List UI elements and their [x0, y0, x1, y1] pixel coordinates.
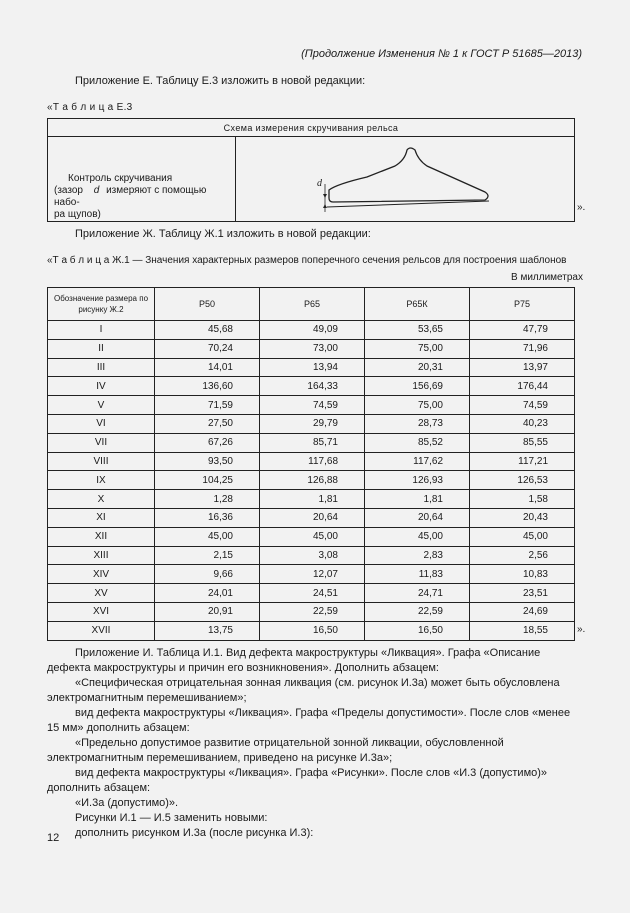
row-value-cell: 20,43 — [470, 508, 575, 527]
row-value-cell: 20,64 — [260, 508, 365, 527]
row-value-cell: 27,50 — [155, 414, 260, 433]
appendix-zh-intro: Приложение Ж. Таблицу Ж.1 изложить в новой редакции: — [75, 228, 371, 240]
row-dimension-cell: XVI — [48, 602, 155, 621]
table-row — [48, 602, 575, 621]
appendix-i-p2: «Специфическая отрицательная зонная ликвация (см. рисунок И.3а) может быть обусловлена электромагнитным перемешиванием»; — [47, 677, 560, 704]
header-p50: Р50 — [155, 288, 260, 321]
row-value-cell: 71,96 — [470, 339, 575, 358]
rail-twist-diagram — [237, 140, 573, 218]
row-text-line2a: (зазор — [54, 185, 83, 196]
row-value-cell: 45,68 — [155, 321, 260, 340]
header-p75: Р75 — [470, 288, 575, 321]
header-p65k: Р65К — [365, 288, 470, 321]
row-value-cell: 13,94 — [260, 358, 365, 377]
table-e3-closing: ». — [577, 202, 586, 213]
row-dimension-cell: XII — [48, 527, 155, 546]
row-dimension-cell: X — [48, 490, 155, 509]
row-dimension-cell: II — [48, 339, 155, 358]
row-value-cell: 2,83 — [365, 546, 470, 565]
table-zh1-closing: ». — [577, 624, 586, 635]
table-row — [48, 321, 575, 340]
table-row — [48, 490, 575, 509]
header-note: (Продолжение Изменения № 1 к ГОСТ Р 51685—2013) — [301, 48, 582, 60]
row-dimension-cell: XV — [48, 584, 155, 603]
row-dimension-cell: III — [48, 358, 155, 377]
row-dimension-cell: V — [48, 396, 155, 415]
table-zh1-units: В миллиметрах — [511, 272, 583, 283]
row-dimension-cell: XVII — [48, 621, 155, 640]
table-row — [48, 358, 575, 377]
row-value-cell: 13,75 — [155, 621, 260, 640]
row-value-cell: 117,21 — [470, 452, 575, 471]
row-value-cell: 53,65 — [365, 321, 470, 340]
row-dimension-cell: VII — [48, 433, 155, 452]
row-value-cell: 1,58 — [470, 490, 575, 509]
row-value-cell: 73,00 — [260, 339, 365, 358]
row-value-cell: 164,33 — [260, 377, 365, 396]
row-value-cell: 20,91 — [155, 602, 260, 621]
table-e3 — [47, 118, 575, 222]
row-value-cell: 126,53 — [470, 471, 575, 490]
row-value-cell: 29,79 — [260, 414, 365, 433]
row-value-cell: 22,59 — [260, 602, 365, 621]
row-value-cell: 12,07 — [260, 565, 365, 584]
row-value-cell: 85,52 — [365, 433, 470, 452]
appendix-i-p8: дополнить рисунком И.3а (после рисунка И.3): — [75, 827, 314, 839]
row-value-cell: 47,79 — [470, 321, 575, 340]
appendix-i-p3: вид дефекта макроструктуры «Ликвация». Графа «Пределы допустимости». После слов «менее 15 мм» дополнить абзацем: — [47, 707, 571, 734]
row-dimension-cell: IX — [48, 471, 155, 490]
row-value-cell: 126,93 — [365, 471, 470, 490]
row-value-cell: 13,97 — [470, 358, 575, 377]
row-value-cell: 9,66 — [155, 565, 260, 584]
table-zh1 — [47, 287, 575, 641]
row-value-cell: 75,00 — [365, 339, 470, 358]
row-value-cell: 3,08 — [260, 546, 365, 565]
table-row — [48, 377, 575, 396]
row-value-cell: 20,64 — [365, 508, 470, 527]
row-value-cell: 156,69 — [365, 377, 470, 396]
table-e3-row-text — [48, 137, 236, 222]
row-value-cell: 85,71 — [260, 433, 365, 452]
row-value-cell: 1,81 — [260, 490, 365, 509]
row-value-cell: 16,50 — [260, 621, 365, 640]
row-dimension-cell: VI — [48, 414, 155, 433]
table-row — [48, 414, 575, 433]
table-row — [48, 433, 575, 452]
row-value-cell: 14,01 — [155, 358, 260, 377]
row-text-line2b: d — [93, 185, 100, 196]
table-row — [48, 508, 575, 527]
table-row — [48, 565, 575, 584]
row-value-cell: 24,01 — [155, 584, 260, 603]
table-row — [48, 339, 575, 358]
table-row — [48, 452, 575, 471]
row-dimension-cell: XIII — [48, 546, 155, 565]
row-value-cell: 45,00 — [365, 527, 470, 546]
table-row — [48, 527, 575, 546]
row-value-cell: 75,00 — [365, 396, 470, 415]
row-value-cell: 20,31 — [365, 358, 470, 377]
row-value-cell: 176,44 — [470, 377, 575, 396]
appendix-i-p1: Приложение И. Таблица И.1. Вид дефекта макроструктуры «Ликвация». Графа «Описание дефекта макроструктуры и причин его возникновения». Дополнить абзацем: — [47, 647, 541, 674]
appendix-i-p7: Рисунки И.1 — И.5 заменить новыми: — [75, 812, 268, 824]
row-value-cell: 24,71 — [365, 584, 470, 603]
table-e3-caption: Схема измерения скручивания рельса — [48, 119, 575, 137]
row-value-cell: 18,55 — [470, 621, 575, 640]
table-e3-label: «Т а б л и ц а Е.3 — [47, 102, 133, 113]
row-value-cell: 104,25 — [155, 471, 260, 490]
row-value-cell: 1,28 — [155, 490, 260, 509]
row-value-cell: 70,24 — [155, 339, 260, 358]
table-zh1-header-row — [48, 288, 575, 321]
row-value-cell: 16,36 — [155, 508, 260, 527]
row-value-cell: 28,73 — [365, 414, 470, 433]
table-row — [48, 471, 575, 490]
row-value-cell: 45,00 — [155, 527, 260, 546]
appendix-i-p6: «И.3а (допустимо)». — [75, 797, 179, 809]
row-text-line2c: измеряют с помощью набо- — [54, 185, 207, 208]
row-value-cell: 74,59 — [470, 396, 575, 415]
diagram-d-label: d — [317, 178, 322, 189]
row-value-cell: 117,68 — [260, 452, 365, 471]
table-row — [48, 621, 575, 640]
row-value-cell: 67,26 — [155, 433, 260, 452]
appendix-i-p4: «Предельно допустимое развитие отрицательной зонной ликвации, обусловленной электромагнитным перемешиванием, приведено на рисунке И.3а»; — [47, 737, 504, 764]
row-value-cell: 93,50 — [155, 452, 260, 471]
row-value-cell: 49,09 — [260, 321, 365, 340]
table-row — [48, 396, 575, 415]
row-dimension-cell: VIII — [48, 452, 155, 471]
row-dimension-cell: XI — [48, 508, 155, 527]
table-zh1-title: «Т а б л и ц а Ж.1 — Значения характерных размеров поперечного сечения рельсов для построения шаблонов — [47, 255, 567, 266]
row-value-cell: 16,50 — [365, 621, 470, 640]
row-value-cell: 24,69 — [470, 602, 575, 621]
table-row — [48, 546, 575, 565]
row-dimension-cell: I — [48, 321, 155, 340]
appendix-i-p5: вид дефекта макроструктуры «Ликвация». Графа «Рисунки». После слов «И.3 (допустимо)» дополнить абзацем: — [47, 767, 548, 794]
row-value-cell: 11,83 — [365, 565, 470, 584]
row-value-cell: 22,59 — [365, 602, 470, 621]
row-value-cell: 2,15 — [155, 546, 260, 565]
row-value-cell: 2,56 — [470, 546, 575, 565]
rail-twist-diagram-cell — [236, 137, 575, 222]
appendix-i-text — [47, 646, 585, 841]
row-value-cell: 24,51 — [260, 584, 365, 603]
table-row — [48, 584, 575, 603]
row-value-cell: 45,00 — [260, 527, 365, 546]
row-value-cell: 126,88 — [260, 471, 365, 490]
row-text-line1: Контроль скручивания — [68, 173, 173, 184]
row-value-cell: 117,62 — [365, 452, 470, 471]
row-value-cell: 40,23 — [470, 414, 575, 433]
row-value-cell: 71,59 — [155, 396, 260, 415]
row-value-cell: 74,59 — [260, 396, 365, 415]
row-dimension-cell: IV — [48, 377, 155, 396]
row-text-line3: ра щупов) — [54, 209, 101, 220]
page-number: 12 — [47, 832, 60, 844]
row-value-cell: 23,51 — [470, 584, 575, 603]
header-dimension: Обозначение размера по рисунку Ж.2 — [48, 288, 155, 321]
row-dimension-cell: XIV — [48, 565, 155, 584]
row-value-cell: 45,00 — [470, 527, 575, 546]
header-p65: Р65 — [260, 288, 365, 321]
row-value-cell: 85,55 — [470, 433, 575, 452]
row-value-cell: 136,60 — [155, 377, 260, 396]
appendix-e-intro: Приложение Е. Таблицу Е.3 изложить в новой редакции: — [75, 75, 366, 87]
row-value-cell: 1,81 — [365, 490, 470, 509]
row-value-cell: 10,83 — [470, 565, 575, 584]
